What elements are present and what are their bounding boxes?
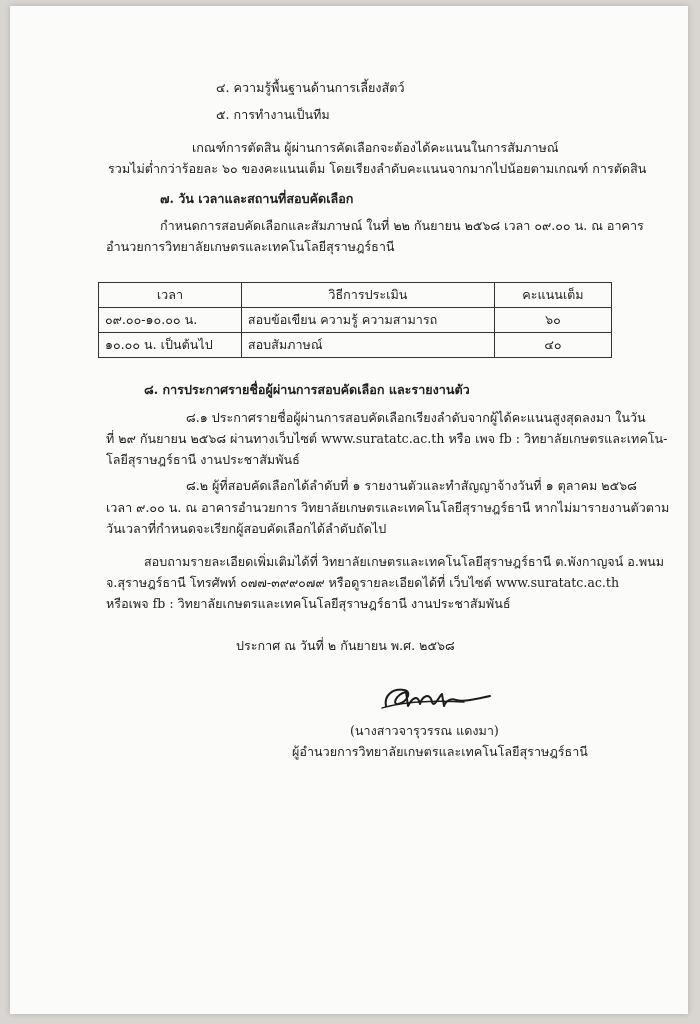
section-8-2-line-2: เวลา ๙.๐๐ น. ณ อาคารอำนวยการ วิทยาลัยเกษตรและเทคโนโลยีสุราษฎร์ธานี หากไม่มารายงานตัวตาม [106, 500, 670, 515]
table-cell-time: ๐๙.๐๐-๑๐.๐๐ น. [99, 308, 242, 333]
section-8-1-line-1: ๘.๑ ประกาศรายชื่อผู้ผ่านการสอบคัดเลือกเรียงลำดับจากผู้ได้คะแนนสูงสุดลงมา ในวัน [186, 410, 646, 425]
section-7-line-2: อำนวยการวิทยาลัยเกษตรและเทคโนโลยีสุราษฎร์ธานี [106, 239, 395, 254]
criteria-item-5: ๕. การทำงานเป็นทีม [216, 107, 330, 122]
table-header-method: วิธีการประเมิน [241, 283, 494, 308]
judging-rule-line-2: รวมไม่ต่ำกว่าร้อยละ ๖๐ ของคะแนนเต็ม โดยเรียงลำดับคะแนนจากมากไปน้อยตามเกณฑ์ การตัดสิน [108, 161, 647, 176]
announcement-date: ประกาศ ณ วันที่ ๒ กันยายน พ.ศ. ๒๕๖๘ [236, 638, 455, 653]
table-row [99, 333, 612, 358]
table-header-row [99, 283, 612, 308]
section-8-2-line-3: วันเวลาที่กำหนดจะเรียกผู้สอบคัดเลือกได้ลำดับถัดไป [106, 521, 387, 536]
table-cell-method: สอบสัมภาษณ์ [241, 333, 494, 358]
table-cell-method: สอบข้อเขียน ความรู้ ความสามารถ [241, 308, 494, 333]
table-header-time: เวลา [99, 283, 242, 308]
signature-image [372, 678, 496, 716]
table-cell-score: ๔๐ [494, 333, 611, 358]
document-page [10, 6, 688, 1014]
table-cell-time: ๑๐.๐๐ น. เป็นต้นไป [99, 333, 242, 358]
contact-line-1: สอบถามรายละเอียดเพิ่มเติมได้ที่ วิทยาลัยเกษตรและเทคโนโลยีสุราษฎร์ธานี ต.พังกาญจน์ อ.พนม [144, 554, 665, 569]
section-8-2-line-1: ๘.๒ ผู้ที่สอบคัดเลือกได้ลำดับที่ ๑ รายงานตัวและทำสัญญาจ้างวันที่ ๑ ตุลาคม ๒๕๖๘ [186, 478, 637, 493]
contact-line-3: หรือเพจ fb : วิทยาลัยเกษตรและเทคโนโลยีสุราษฎร์ธานี งานประชาสัมพันธ์ [106, 596, 511, 611]
judging-rule-line-1: เกณฑ์การตัดสิน ผู้ผ่านการคัดเลือกจะต้องได้คะแนนในการสัมภาษณ์ [192, 140, 559, 155]
contact-line-2: จ.สุราษฎร์ธานี โทรศัพท์ ๐๗๗-๓๙๙๐๗๙ หรือดูรายละเอียดได้ที่ เว็บไซต์ www.suratatc.ac.th [106, 575, 620, 590]
signer-name: (นางสาวจารุวรรณ แดงมา) [350, 723, 499, 738]
signer-title: ผู้อำนวยการวิทยาลัยเกษตรและเทคโนโลยีสุราษฎร์ธานี [292, 744, 588, 759]
section-7-line-1: กำหนดการสอบคัดเลือกและสัมภาษณ์ ในที่ ๒๒ กันยายน ๒๕๖๘ เวลา ๐๙.๐๐ น. ณ อาคาร [160, 218, 644, 233]
exam-schedule-table [98, 282, 612, 358]
table-row [99, 308, 612, 333]
criteria-item-4: ๔. ความรู้พื้นฐานด้านการเลี้ยงสัตว์ [216, 80, 405, 95]
table-header-score: คะแนนเต็ม [494, 283, 611, 308]
table-cell-score: ๖๐ [494, 308, 611, 333]
section-8-1-line-3: โลยีสุราษฎร์ธานี งานประชาสัมพันธ์ [106, 452, 300, 467]
section-7-heading: ๗. วัน เวลาและสถานที่สอบคัดเลือก [160, 191, 354, 206]
section-8-1-line-2: ที่ ๒๙ กันยายน ๒๕๖๘ ผ่านทางเว็บไซต์ www.suratatc.ac.th หรือ เพจ fb : วิทยาลัยเกษตรและเทคโน- [106, 431, 668, 446]
section-8-heading: ๘. การประกาศรายชื่อผู้ผ่านการสอบคัดเลือก และรายงานตัว [144, 382, 470, 397]
